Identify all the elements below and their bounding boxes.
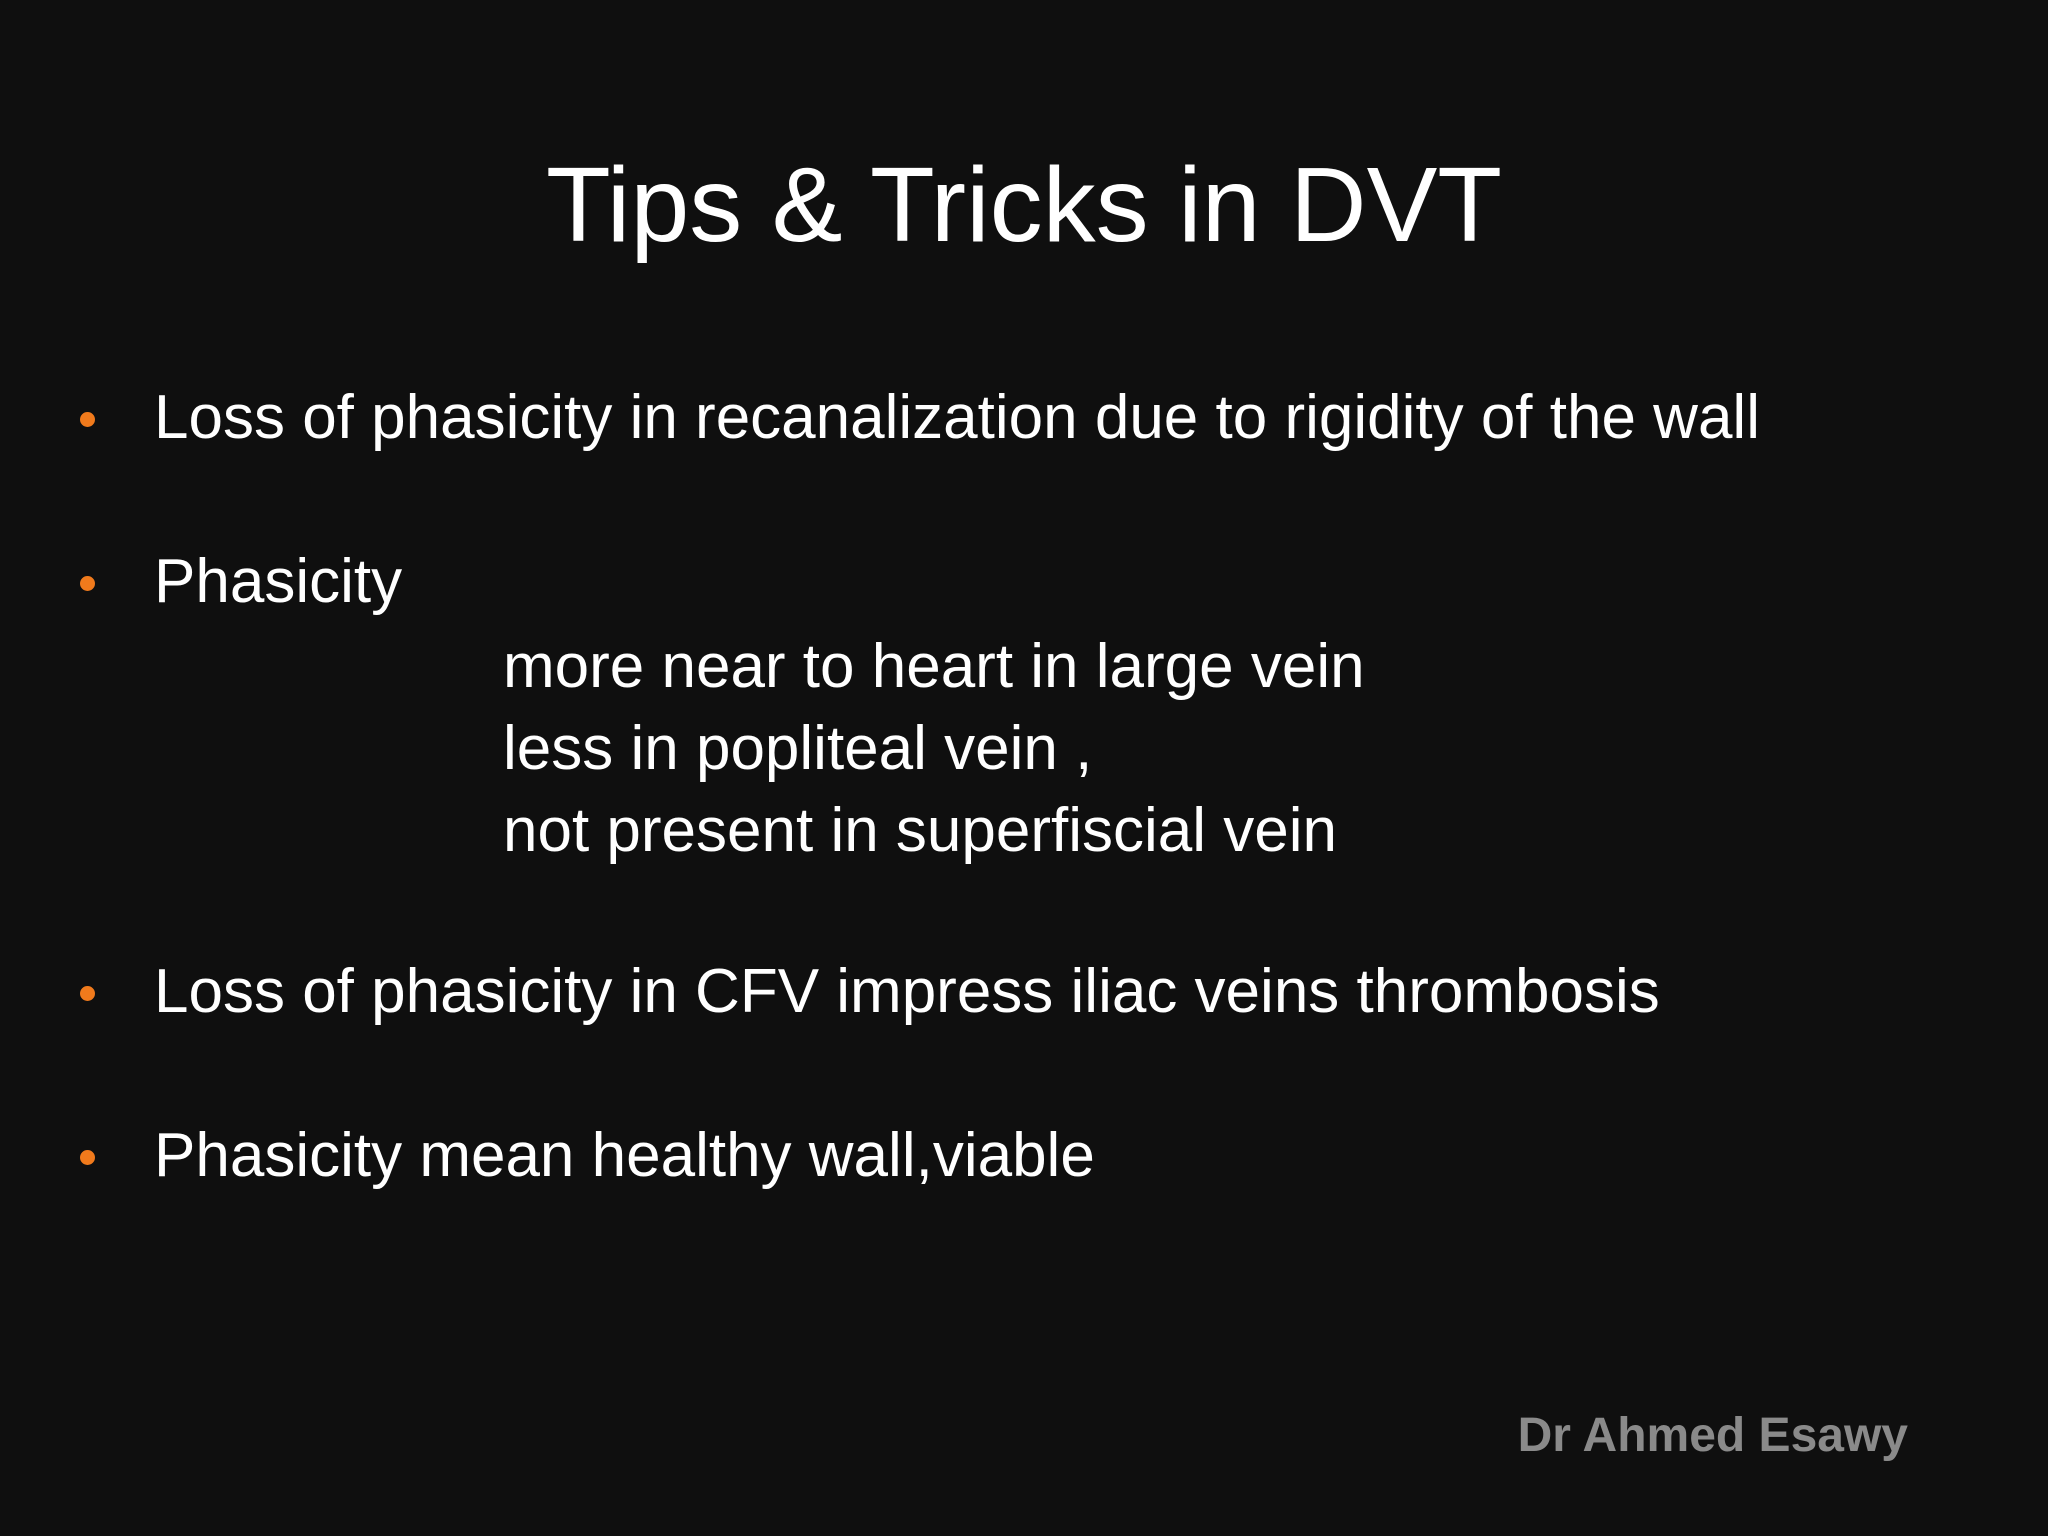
bullet-dot-icon — [80, 576, 95, 591]
bullet-dot-icon — [80, 986, 95, 1001]
subline: not present in superfiscial vein — [503, 796, 1338, 865]
subline: less in popliteal vein , — [503, 714, 1093, 783]
bullet-dot-icon — [80, 1150, 95, 1165]
bullet-text: Loss of phasicity in CFV impress iliac veins thrombosis — [154, 957, 1660, 1026]
bullet-text: Loss of phasicity in recanalization due to rigidity of the wall — [154, 383, 1760, 452]
phasicity-sublines — [503, 626, 1365, 872]
author-credit: Dr Ahmed Esawy — [1517, 1409, 1908, 1462]
bullet-text: Phasicity — [154, 547, 403, 616]
subline: more near to heart in large vein — [503, 632, 1365, 701]
bullet-text: Phasicity mean healthy wall,viable — [154, 1121, 1095, 1190]
bullet-dot-icon — [80, 412, 95, 427]
slide-title: Tips & Tricks in DVT — [545, 146, 1503, 264]
